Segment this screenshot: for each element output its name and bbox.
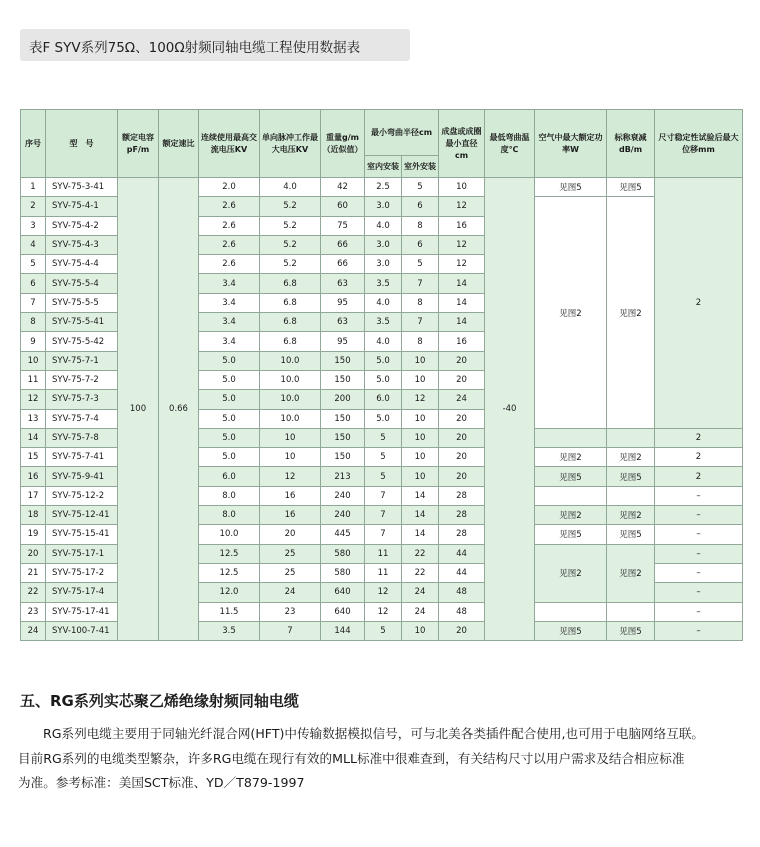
- cell-power: 见图5: [535, 467, 607, 486]
- cell-no: 21: [21, 563, 46, 582]
- cell-indoor: 7: [365, 525, 402, 544]
- merged-power-see2-b: 见图2: [535, 544, 607, 602]
- cell-pulse: 5.2: [260, 197, 321, 216]
- paragraph-line: 为准。参考标准：美国SCT标准、YD／T879-1997: [18, 775, 305, 790]
- header-velocity: 额定速比: [159, 110, 199, 178]
- cell-pulse: 4.0: [260, 178, 321, 197]
- cell-indoor: 5: [365, 467, 402, 486]
- cell-stability: –: [655, 602, 743, 621]
- cell-outdoor: 24: [402, 583, 439, 602]
- cell-pulse: 25: [260, 563, 321, 582]
- cell-attenuation: [607, 602, 655, 621]
- cell-attenuation: 见图5: [607, 178, 655, 197]
- cell-indoor: 2.5: [365, 178, 402, 197]
- cell-voltage: 12.5: [199, 544, 260, 563]
- cell-stability: –: [655, 486, 743, 505]
- cell-indoor: 3.0: [365, 197, 402, 216]
- table-title: 表F SYV系列75Ω、100Ω射频同轴电缆工程使用数据表: [29, 40, 361, 56]
- cell-weight: 240: [321, 486, 365, 505]
- table-title-box: [20, 29, 410, 61]
- cell-pulse: 7: [260, 621, 321, 640]
- cell-weight: 42: [321, 178, 365, 197]
- cell-power: [535, 428, 607, 447]
- cell-weight: 150: [321, 370, 365, 389]
- cell-weight: 66: [321, 255, 365, 274]
- cell-pulse: 10.0: [260, 351, 321, 370]
- cell-model: SYV-75-5-41: [46, 313, 118, 332]
- cell-indoor: 5: [365, 621, 402, 640]
- cell-power: 见图2: [535, 506, 607, 525]
- cell-no: 11: [21, 370, 46, 389]
- cell-weight: 240: [321, 506, 365, 525]
- cell-coil: 14: [439, 274, 485, 293]
- cell-model: SYV-75-7-1: [46, 351, 118, 370]
- cell-outdoor: 10: [402, 409, 439, 428]
- cell-pulse: 12: [260, 467, 321, 486]
- cell-no: 23: [21, 602, 46, 621]
- cell-weight: 150: [321, 448, 365, 467]
- paragraph-line: RG系列电缆主要用于同轴光纤混合网(HFT)中传输数据模拟信号，可与北美各类插件配合使用,也可用于电脑网络互联。: [43, 726, 705, 741]
- cell-no: 5: [21, 255, 46, 274]
- cell-stability: 2: [655, 428, 743, 447]
- table-row: [21, 178, 743, 197]
- cell-pulse: 20: [260, 525, 321, 544]
- cell-coil: 28: [439, 525, 485, 544]
- cell-coil: 20: [439, 351, 485, 370]
- cell-no: 13: [21, 409, 46, 428]
- cell-no: 12: [21, 390, 46, 409]
- cell-voltage: 5.0: [199, 351, 260, 370]
- cell-model: SYV-75-12-41: [46, 506, 118, 525]
- cell-stability: –: [655, 544, 743, 563]
- cell-coil: 44: [439, 563, 485, 582]
- cell-coil: 16: [439, 216, 485, 235]
- cell-indoor: 5: [365, 428, 402, 447]
- cell-indoor: 3.0: [365, 235, 402, 254]
- merged-attenuation-see2: 见图2: [607, 197, 655, 429]
- cell-coil: 14: [439, 313, 485, 332]
- cell-model: SYV-75-7-8: [46, 428, 118, 447]
- cell-model: SYV-75-4-4: [46, 255, 118, 274]
- cable-data-table: [20, 109, 743, 641]
- cell-attenuation: 见图5: [607, 467, 655, 486]
- cell-pulse: 6.8: [260, 293, 321, 312]
- cell-model: SYV-75-17-2: [46, 563, 118, 582]
- cell-indoor: 5.0: [365, 370, 402, 389]
- cell-coil: 20: [439, 409, 485, 428]
- cell-no: 9: [21, 332, 46, 351]
- cell-outdoor: 5: [402, 178, 439, 197]
- cell-pulse: 10.0: [260, 370, 321, 389]
- cell-indoor: 3.0: [365, 255, 402, 274]
- cell-indoor: 4.0: [365, 293, 402, 312]
- cell-stability: 2: [655, 467, 743, 486]
- cell-outdoor: 7: [402, 274, 439, 293]
- merged-stability-2: 2: [655, 178, 743, 429]
- cell-indoor: 6.0: [365, 390, 402, 409]
- cell-pulse: 6.8: [260, 332, 321, 351]
- cell-voltage: 3.4: [199, 332, 260, 351]
- cell-coil: 20: [439, 370, 485, 389]
- cell-indoor: 5: [365, 448, 402, 467]
- cell-pulse: 10: [260, 428, 321, 447]
- cell-model: SYV-100-7-41: [46, 621, 118, 640]
- cell-voltage: 5.0: [199, 390, 260, 409]
- cell-model: SYV-75-12-2: [46, 486, 118, 505]
- cell-model: SYV-75-15-41: [46, 525, 118, 544]
- cell-model: SYV-75-3-41: [46, 178, 118, 197]
- cell-attenuation: 见图2: [607, 506, 655, 525]
- cell-pulse: 16: [260, 486, 321, 505]
- cell-coil: 24: [439, 390, 485, 409]
- cell-pulse: 25: [260, 544, 321, 563]
- cell-coil: 20: [439, 621, 485, 640]
- cell-weight: 580: [321, 544, 365, 563]
- cell-outdoor: 12: [402, 390, 439, 409]
- table-header: [21, 110, 743, 178]
- cell-outdoor: 14: [402, 506, 439, 525]
- cell-coil: 48: [439, 583, 485, 602]
- cell-no: 16: [21, 467, 46, 486]
- cell-coil: 20: [439, 428, 485, 447]
- cell-outdoor: 8: [402, 293, 439, 312]
- cell-voltage: 2.6: [199, 216, 260, 235]
- merged-velocity: 0.66: [159, 178, 199, 641]
- cell-coil: 10: [439, 178, 485, 197]
- cell-voltage: 8.0: [199, 486, 260, 505]
- cell-model: SYV-75-4-1: [46, 197, 118, 216]
- cell-no: 17: [21, 486, 46, 505]
- cell-attenuation: 见图5: [607, 621, 655, 640]
- cell-stability: –: [655, 506, 743, 525]
- cell-indoor: 7: [365, 486, 402, 505]
- cell-stability: –: [655, 583, 743, 602]
- cell-coil: 12: [439, 255, 485, 274]
- cell-voltage: 3.4: [199, 293, 260, 312]
- cell-weight: 640: [321, 583, 365, 602]
- cell-weight: 580: [321, 563, 365, 582]
- cell-coil: 44: [439, 544, 485, 563]
- cell-indoor: 5.0: [365, 409, 402, 428]
- cell-pulse: 6.8: [260, 313, 321, 332]
- header-size-stability: 尺寸稳定性试验后最大位移mm: [655, 110, 743, 178]
- cell-pulse: 5.2: [260, 235, 321, 254]
- cell-attenuation: [607, 428, 655, 447]
- cell-outdoor: 6: [402, 197, 439, 216]
- cell-attenuation: 见图2: [607, 448, 655, 467]
- header-no: 序号: [21, 110, 46, 178]
- cell-coil: 14: [439, 293, 485, 312]
- cell-outdoor: 8: [402, 216, 439, 235]
- cell-voltage: 5.0: [199, 428, 260, 447]
- cell-pulse: 24: [260, 583, 321, 602]
- cell-model: SYV-75-17-1: [46, 544, 118, 563]
- cell-no: 14: [21, 428, 46, 447]
- cell-weight: 150: [321, 409, 365, 428]
- cell-weight: 144: [321, 621, 365, 640]
- cell-weight: 95: [321, 332, 365, 351]
- cell-outdoor: 7: [402, 313, 439, 332]
- cell-outdoor: 6: [402, 235, 439, 254]
- cell-weight: 213: [321, 467, 365, 486]
- cell-voltage: 2.6: [199, 255, 260, 274]
- cell-weight: 200: [321, 390, 365, 409]
- cell-coil: 12: [439, 197, 485, 216]
- cell-no: 1: [21, 178, 46, 197]
- cell-weight: 66: [321, 235, 365, 254]
- cell-model: SYV-75-5-42: [46, 332, 118, 351]
- cell-coil: 12: [439, 235, 485, 254]
- cell-model: SYV-75-7-41: [46, 448, 118, 467]
- cell-no: 18: [21, 506, 46, 525]
- cell-coil: 20: [439, 448, 485, 467]
- cell-power: [535, 486, 607, 505]
- cell-pulse: 10.0: [260, 409, 321, 428]
- cell-voltage: 3.4: [199, 274, 260, 293]
- cell-voltage: 10.0: [199, 525, 260, 544]
- merged-min-temp: -40: [485, 178, 535, 641]
- cell-voltage: 5.0: [199, 409, 260, 428]
- cell-pulse: 10.0: [260, 390, 321, 409]
- cell-indoor: 7: [365, 506, 402, 525]
- cell-coil: 20: [439, 467, 485, 486]
- cell-model: SYV-75-17-4: [46, 583, 118, 602]
- header-attenuation: 标称衰减dB/m: [607, 110, 655, 178]
- cell-pulse: 6.8: [260, 274, 321, 293]
- cell-no: 24: [21, 621, 46, 640]
- cell-outdoor: 14: [402, 525, 439, 544]
- cell-voltage: 2.6: [199, 235, 260, 254]
- cell-coil: 48: [439, 602, 485, 621]
- cell-weight: 63: [321, 274, 365, 293]
- cell-indoor: 3.5: [365, 274, 402, 293]
- cell-outdoor: 24: [402, 602, 439, 621]
- cell-pulse: 5.2: [260, 216, 321, 235]
- cell-outdoor: 22: [402, 563, 439, 582]
- cell-weight: 150: [321, 351, 365, 370]
- cell-weight: 95: [321, 293, 365, 312]
- cell-indoor: 4.0: [365, 332, 402, 351]
- cell-outdoor: 22: [402, 544, 439, 563]
- cell-model: SYV-75-17-41: [46, 602, 118, 621]
- cell-weight: 75: [321, 216, 365, 235]
- header-coil-diameter: 成盘或成圈最小直径cm: [439, 110, 485, 178]
- cell-voltage: 12.0: [199, 583, 260, 602]
- cell-no: 20: [21, 544, 46, 563]
- section-heading: 五、RG系列实芯聚乙烯绝缘射频同轴电缆: [20, 692, 299, 710]
- cell-model: SYV-75-5-5: [46, 293, 118, 312]
- cell-no: 6: [21, 274, 46, 293]
- cell-pulse: 5.2: [260, 255, 321, 274]
- cell-indoor: 3.5: [365, 313, 402, 332]
- cell-voltage: 8.0: [199, 506, 260, 525]
- paragraph-line: 目前RG系列的电缆类型繁杂，许多RG电缆在现行有效的MLL标准中很难查到，有关结构尺寸以用户需求及结合相应标准: [18, 750, 685, 766]
- header-model: 型 号: [46, 110, 118, 178]
- description-paragraph: [18, 722, 753, 796]
- cell-indoor: 5.0: [365, 351, 402, 370]
- cell-model: SYV-75-9-41: [46, 467, 118, 486]
- cell-power: 见图5: [535, 621, 607, 640]
- cell-outdoor: 10: [402, 370, 439, 389]
- cell-voltage: 12.5: [199, 563, 260, 582]
- cell-stability: –: [655, 525, 743, 544]
- cell-no: 7: [21, 293, 46, 312]
- cell-outdoor: 8: [402, 332, 439, 351]
- header-weight: 重量g/m（近似值）: [321, 110, 365, 178]
- cell-no: 8: [21, 313, 46, 332]
- cell-pulse: 10: [260, 448, 321, 467]
- merged-power-see2: 见图2: [535, 197, 607, 429]
- cell-no: 15: [21, 448, 46, 467]
- cell-power: 见图2: [535, 448, 607, 467]
- cell-voltage: 3.5: [199, 621, 260, 640]
- header-indoor: 室内安装: [365, 156, 402, 178]
- cell-model: SYV-75-5-4: [46, 274, 118, 293]
- cell-power: 见图5: [535, 525, 607, 544]
- cell-pulse: 23: [260, 602, 321, 621]
- header-outdoor: 室外安装: [402, 156, 439, 178]
- cell-pulse: 16: [260, 506, 321, 525]
- cell-voltage: 2.0: [199, 178, 260, 197]
- cell-attenuation: [607, 486, 655, 505]
- cell-no: 4: [21, 235, 46, 254]
- cell-indoor: 4.0: [365, 216, 402, 235]
- cell-weight: 60: [321, 197, 365, 216]
- cell-indoor: 11: [365, 544, 402, 563]
- cell-stability: –: [655, 563, 743, 582]
- cell-power: 见图5: [535, 178, 607, 197]
- header-pulse-voltage: 单向脉冲工作最大电压KV: [260, 110, 321, 178]
- cell-voltage: 11.5: [199, 602, 260, 621]
- merged-attenuation-see2-b: 见图2: [607, 544, 655, 602]
- cell-no: 10: [21, 351, 46, 370]
- cell-indoor: 12: [365, 583, 402, 602]
- cell-outdoor: 10: [402, 428, 439, 447]
- cell-model: SYV-75-4-2: [46, 216, 118, 235]
- cell-stability: –: [655, 621, 743, 640]
- header-min-temp: 最低弯曲温度℃: [485, 110, 535, 178]
- header-max-power: 空气中最大额定功率W: [535, 110, 607, 178]
- cell-coil: 28: [439, 506, 485, 525]
- cell-model: SYV-75-7-2: [46, 370, 118, 389]
- cell-voltage: 3.4: [199, 313, 260, 332]
- cell-no: 2: [21, 197, 46, 216]
- cell-weight: 640: [321, 602, 365, 621]
- cell-voltage: 6.0: [199, 467, 260, 486]
- cell-power: [535, 602, 607, 621]
- cell-voltage: 5.0: [199, 448, 260, 467]
- cell-model: SYV-75-4-3: [46, 235, 118, 254]
- header-capacitance: 额定电容pF/m: [118, 110, 159, 178]
- cell-model: SYV-75-7-3: [46, 390, 118, 409]
- cell-coil: 16: [439, 332, 485, 351]
- header-min-bend-radius: 最小弯曲半径cm: [365, 110, 439, 156]
- cell-outdoor: 10: [402, 448, 439, 467]
- cell-voltage: 5.0: [199, 370, 260, 389]
- cell-attenuation: 见图5: [607, 525, 655, 544]
- cell-model: SYV-75-7-4: [46, 409, 118, 428]
- cell-outdoor: 10: [402, 351, 439, 370]
- cell-weight: 63: [321, 313, 365, 332]
- cell-weight: 150: [321, 428, 365, 447]
- cell-no: 3: [21, 216, 46, 235]
- cell-indoor: 12: [365, 602, 402, 621]
- cell-indoor: 11: [365, 563, 402, 582]
- cell-coil: 28: [439, 486, 485, 505]
- cell-no: 22: [21, 583, 46, 602]
- cell-outdoor: 10: [402, 621, 439, 640]
- merged-capacitance: 100: [118, 178, 159, 641]
- cell-outdoor: 5: [402, 255, 439, 274]
- header-continuous-voltage: 连续使用最高交流电压KV: [199, 110, 260, 178]
- cell-stability: 2: [655, 448, 743, 467]
- cell-outdoor: 10: [402, 467, 439, 486]
- cell-no: 19: [21, 525, 46, 544]
- cell-outdoor: 14: [402, 486, 439, 505]
- cell-weight: 445: [321, 525, 365, 544]
- table-body: [21, 178, 743, 641]
- cell-voltage: 2.6: [199, 197, 260, 216]
